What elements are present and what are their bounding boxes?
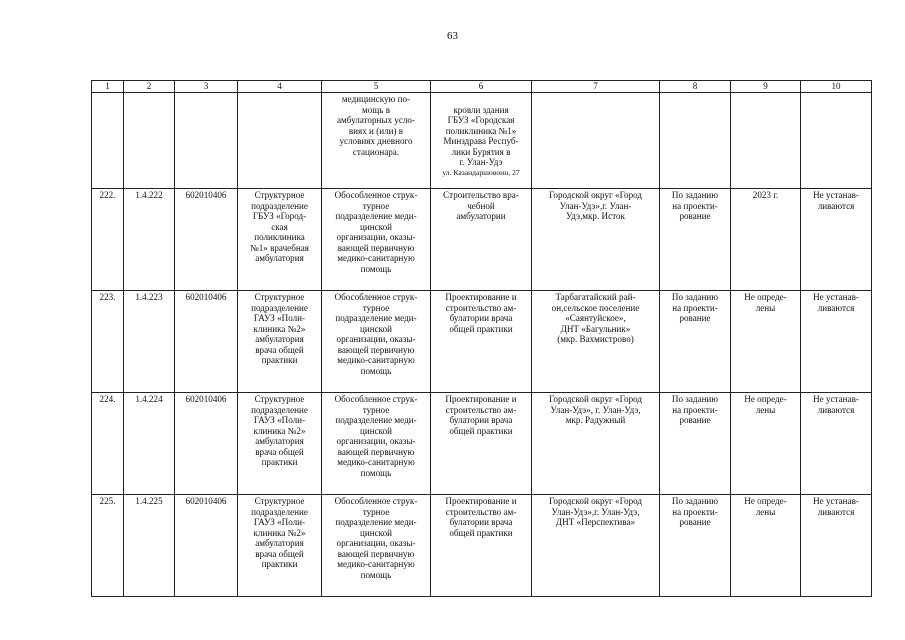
table-row-continuation (92, 93, 872, 189)
cell-service-type: медицинскую по- мощь в амбулаторных усло- виях и (или) в условиях дневного стационара. (322, 93, 431, 189)
page-number: 63 (447, 30, 458, 42)
cell-empty (238, 93, 322, 189)
header-cell-8: 8 (660, 81, 731, 93)
cell-purpose-address: ул. Казандаршовоин, 27 (442, 167, 520, 177)
header-cell-9: 9 (731, 81, 801, 93)
cell-empty (532, 93, 660, 189)
cell-code: 1.4.222 (124, 189, 175, 291)
header-cell-5: 5 (322, 81, 431, 93)
cell-classifier: 602010406 (175, 393, 238, 495)
cell-code: 1.4.223 (124, 291, 175, 393)
cell-purpose: Проектирование и строительство ам- булатории врача общей практики (431, 291, 532, 393)
cell-term: 2023 г. (731, 189, 801, 291)
cell-facility-name: Структурное подразделение ГБУЗ «Город- ская поликлиника №1» врачебная амбулатория (238, 189, 322, 291)
table-row (92, 495, 872, 597)
cell-zones: Не устанав- ливаются (801, 189, 872, 291)
cell-zones: Не устанав- ливаются (801, 393, 872, 495)
cell-purpose: Проектирование и строительство ам- булатории врача общей практики (431, 495, 532, 597)
cell-characteristics: По заданию на проекти- рование (660, 495, 731, 597)
cell-empty (175, 93, 238, 189)
header-row (92, 81, 872, 93)
cell-location: Городской округ «Город Улан-Удэ»,г. Улан- Удэ,мкр. Исток (532, 189, 660, 291)
cell-zones: Не устанав- ливаются (801, 291, 872, 393)
cell-zones: Не устанав- ливаются (801, 495, 872, 597)
cell-facility-name: Структурное подразделение ГАУЗ «Поли- клиника №2» амбулатория врача общей практики (238, 495, 322, 597)
cell-row-number: 223. (92, 291, 124, 393)
cell-term: Не опреде- лены (731, 495, 801, 597)
cell-purpose (431, 93, 532, 189)
cell-purpose-text: кровли здания ГБУЗ «Городская поликлиника №1» Минздрава Респуб- лики Бурятия в г. Улан-Удэ (443, 104, 519, 167)
cell-term: Не опреде- лены (731, 393, 801, 495)
cell-location: Городской округ «Город Улан-Удэ», г. Улан-Удэ, мкр. Радужный (532, 393, 660, 495)
cell-facility-type: Обособленное струк- турное подразделение меди- цинской организации, оказы- вающей первичную медико-санитарную помощь (322, 495, 431, 597)
header-cell-4: 4 (238, 81, 322, 93)
cell-empty (124, 93, 175, 189)
cell-facility-name: Структурное подразделение ГАУЗ «Поли- клиника №2» амбулатория врача общей практики (238, 393, 322, 495)
header-cell-10: 10 (801, 81, 872, 93)
header-cell-7: 7 (532, 81, 660, 93)
cell-code: 1.4.224 (124, 393, 175, 495)
cell-purpose: Проектирование и строительство ам- булатории врача общей практики (431, 393, 532, 495)
cell-classifier: 602010406 (175, 291, 238, 393)
cell-empty (731, 93, 801, 189)
cell-purpose: Строительство вра- чебной амбулатории (431, 189, 532, 291)
cell-location: Городской округ «Город Улан-Удэ»,г. Улан-Удэ, ДНТ «Перспектива» (532, 495, 660, 597)
cell-characteristics: По заданию на проекти- рование (660, 189, 731, 291)
cell-facility-name: Структурное подразделение ГАУЗ «Поли- клиника №2» амбулатория врача общей практики (238, 291, 322, 393)
header-cell-2: 2 (124, 81, 175, 93)
cell-location: Тарбагатайский рай- он,сельское поселение «Саянтуйское», ДНТ «Багульник» (мкр. Вахмистрово) (532, 291, 660, 393)
cell-code: 1.4.225 (124, 495, 175, 597)
table-row (92, 189, 872, 291)
cell-row-number: 224. (92, 393, 124, 495)
cell-facility-type: Обособленное струк- турное подразделение меди- цинской организации, оказы- вающей первичную медико-санитарную помощь (322, 393, 431, 495)
cell-facility-type: Обособленное струк- турное подразделение меди- цинской организации, оказы- вающей первичную медико-санитарную помощь (322, 189, 431, 291)
cell-empty (92, 93, 124, 189)
cell-classifier: 602010406 (175, 189, 238, 291)
cell-empty (660, 93, 731, 189)
cell-facility-type: Обособленное струк- турное подразделение меди- цинской организации, оказы- вающей первичную медико-санитарную помощь (322, 291, 431, 393)
cell-row-number: 225. (92, 495, 124, 597)
cell-term: Не опреде- лены (731, 291, 801, 393)
header-cell-3: 3 (175, 81, 238, 93)
table-row (92, 291, 872, 393)
header-cell-1: 1 (92, 81, 124, 93)
cell-row-number: 222. (92, 189, 124, 291)
registry-table (91, 80, 872, 597)
cell-characteristics: По заданию на проекти- рование (660, 393, 731, 495)
cell-characteristics: По заданию на проекти- рование (660, 291, 731, 393)
cell-empty (801, 93, 872, 189)
table-row (92, 393, 872, 495)
header-cell-6: 6 (431, 81, 532, 93)
cell-classifier: 602010406 (175, 495, 238, 597)
